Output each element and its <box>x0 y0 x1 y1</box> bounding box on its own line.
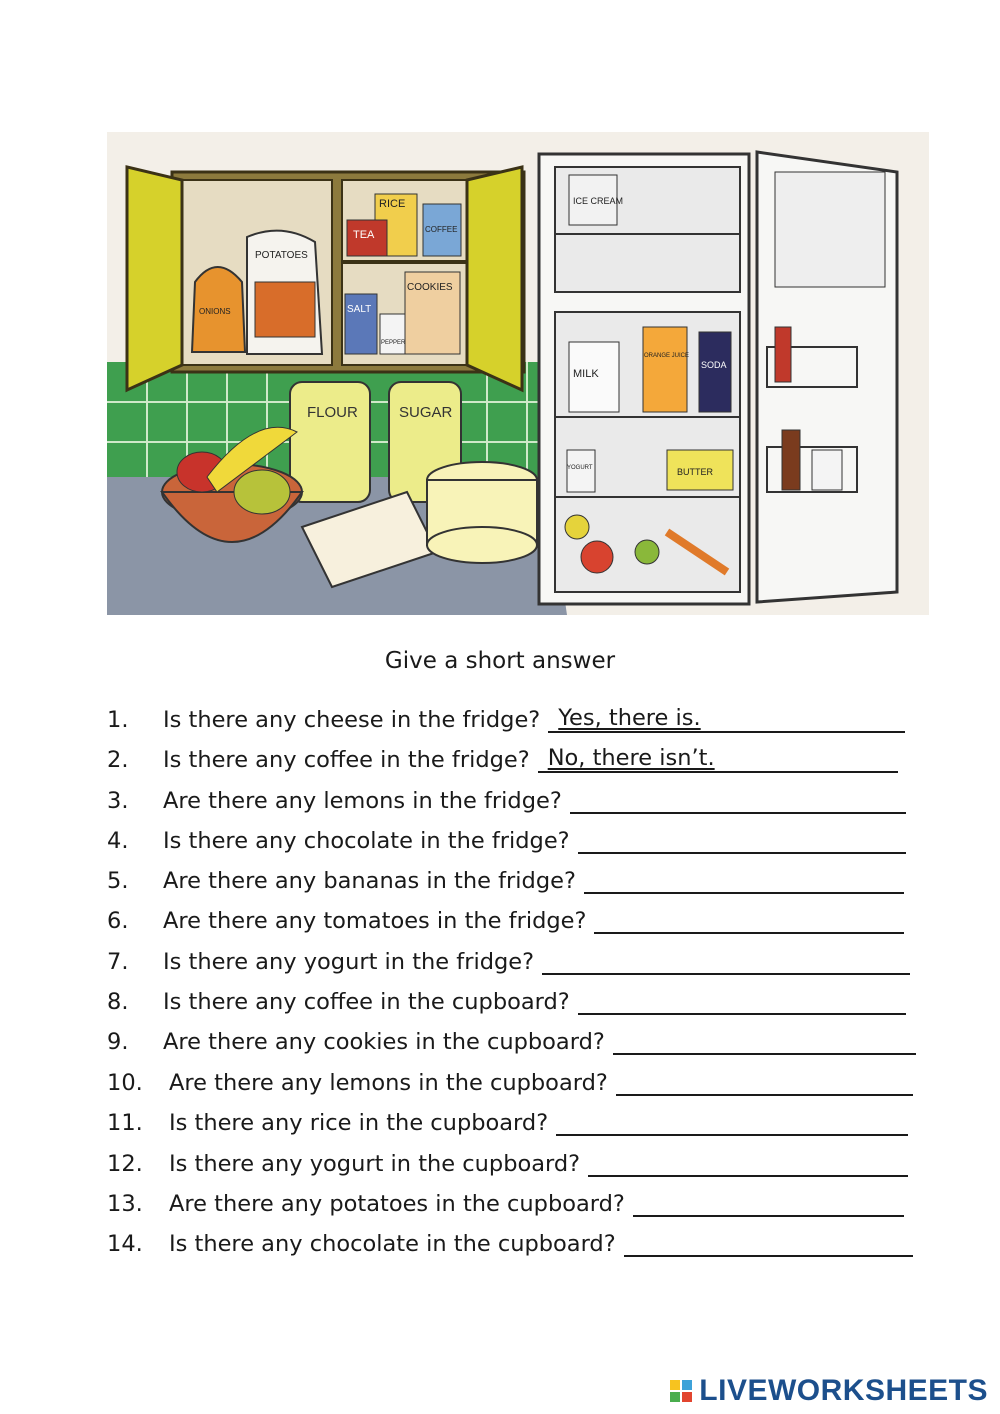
question-text: Is there any chocolate in the fridge? <box>163 828 570 854</box>
question-row <box>107 939 910 975</box>
pepper-label: PEPPER <box>381 340 406 346</box>
soda-label: SODA <box>701 360 727 370</box>
question-row <box>107 858 904 894</box>
answer-blank[interactable] <box>584 862 904 894</box>
question-text: Is there any rice in the cupboard? <box>169 1110 549 1136</box>
question-number: 11. <box>107 1110 143 1136</box>
question-row <box>107 778 906 814</box>
answer-blank[interactable] <box>542 943 910 975</box>
answer-blank[interactable] <box>594 902 904 934</box>
question-row <box>107 898 904 934</box>
rice-label: RICE <box>379 198 406 210</box>
milk-label: MILK <box>573 368 599 380</box>
onions-label: ONIONS <box>199 307 231 316</box>
question-text: Is there any chocolate in the cupboard? <box>169 1231 616 1257</box>
butter-label: BUTTER <box>677 467 713 477</box>
question-row <box>107 1181 904 1217</box>
question-text: Is there any cheese in the fridge? <box>163 707 541 733</box>
question-text: Are there any lemons in the cupboard? <box>169 1070 608 1096</box>
question-text: Are there any cookies in the cupboard? <box>163 1029 605 1055</box>
liveworksheets-brand <box>669 1374 988 1408</box>
question-number: 3. <box>107 788 129 814</box>
coffee-label: COFFEE <box>425 225 458 234</box>
question-number: 1. <box>107 707 129 733</box>
question-row <box>107 737 898 773</box>
question-row <box>107 1060 913 1096</box>
question-number: 6. <box>107 908 129 934</box>
question-number: 4. <box>107 828 129 854</box>
ice-cream-label: ICE CREAM <box>573 196 624 206</box>
answer-blank[interactable] <box>578 822 906 854</box>
tea-label: TEA <box>353 229 375 241</box>
answer-blank[interactable] <box>616 1064 913 1096</box>
question-number: 9. <box>107 1029 129 1055</box>
question-text: Are there any tomatoes in the fridge? <box>163 908 587 934</box>
answer-blank[interactable] <box>578 983 906 1015</box>
question-row <box>107 818 906 854</box>
answer-blank[interactable] <box>588 1145 908 1177</box>
question-text: Is there any yogurt in the cupboard? <box>169 1151 581 1177</box>
question-text: Are there any potatoes in the cupboard? <box>169 1191 625 1217</box>
answer-blank[interactable] <box>624 1225 913 1257</box>
cookies-label: COOKIES <box>407 282 453 293</box>
question-row <box>107 1141 908 1177</box>
question-number: 12. <box>107 1151 143 1177</box>
question-text: Are there any lemons in the fridge? <box>163 788 562 814</box>
liveworksheets-logo-icon <box>669 1379 693 1403</box>
salt-label: SALT <box>347 304 372 315</box>
question-row <box>107 697 905 733</box>
question-text: Are there any bananas in the fridge? <box>163 868 576 894</box>
question-number: 8. <box>107 989 129 1015</box>
potatoes-label: POTATOES <box>255 250 308 261</box>
question-number: 14. <box>107 1231 143 1257</box>
sugar-label: SUGAR <box>399 404 453 421</box>
question-number: 13. <box>107 1191 143 1217</box>
answer-blank[interactable] <box>613 1023 916 1055</box>
question-row <box>107 1019 916 1055</box>
answer-blank[interactable] <box>548 701 905 733</box>
yogurt-label: YOGURT <box>567 465 593 471</box>
answer-blank[interactable] <box>538 741 898 773</box>
brand-name: LIVEWORKSHEETS <box>699 1374 988 1407</box>
question-number: 5. <box>107 868 129 894</box>
question-number: 7. <box>107 949 129 975</box>
answer-text: Yes, there is. <box>558 705 701 731</box>
question-number: 2. <box>107 747 129 773</box>
flour-label: FLOUR <box>307 404 358 421</box>
answer-blank[interactable] <box>556 1104 908 1136</box>
question-text: Is there any yogurt in the fridge? <box>163 949 535 975</box>
question-text: Is there any coffee in the fridge? <box>163 747 530 773</box>
answer-text: No, there isn’t. <box>547 745 715 771</box>
question-row <box>107 1100 908 1136</box>
question-row <box>107 1221 913 1257</box>
kitchen-illustration <box>107 132 929 615</box>
question-row <box>107 979 906 1015</box>
orange-juice-label: ORANGE JUICE <box>644 353 690 359</box>
answer-blank[interactable] <box>633 1185 904 1217</box>
instruction-heading: Give a short answer <box>384 648 616 674</box>
question-text: Is there any coffee in the cupboard? <box>163 989 570 1015</box>
answer-blank[interactable] <box>570 782 906 814</box>
question-number: 10. <box>107 1070 143 1096</box>
